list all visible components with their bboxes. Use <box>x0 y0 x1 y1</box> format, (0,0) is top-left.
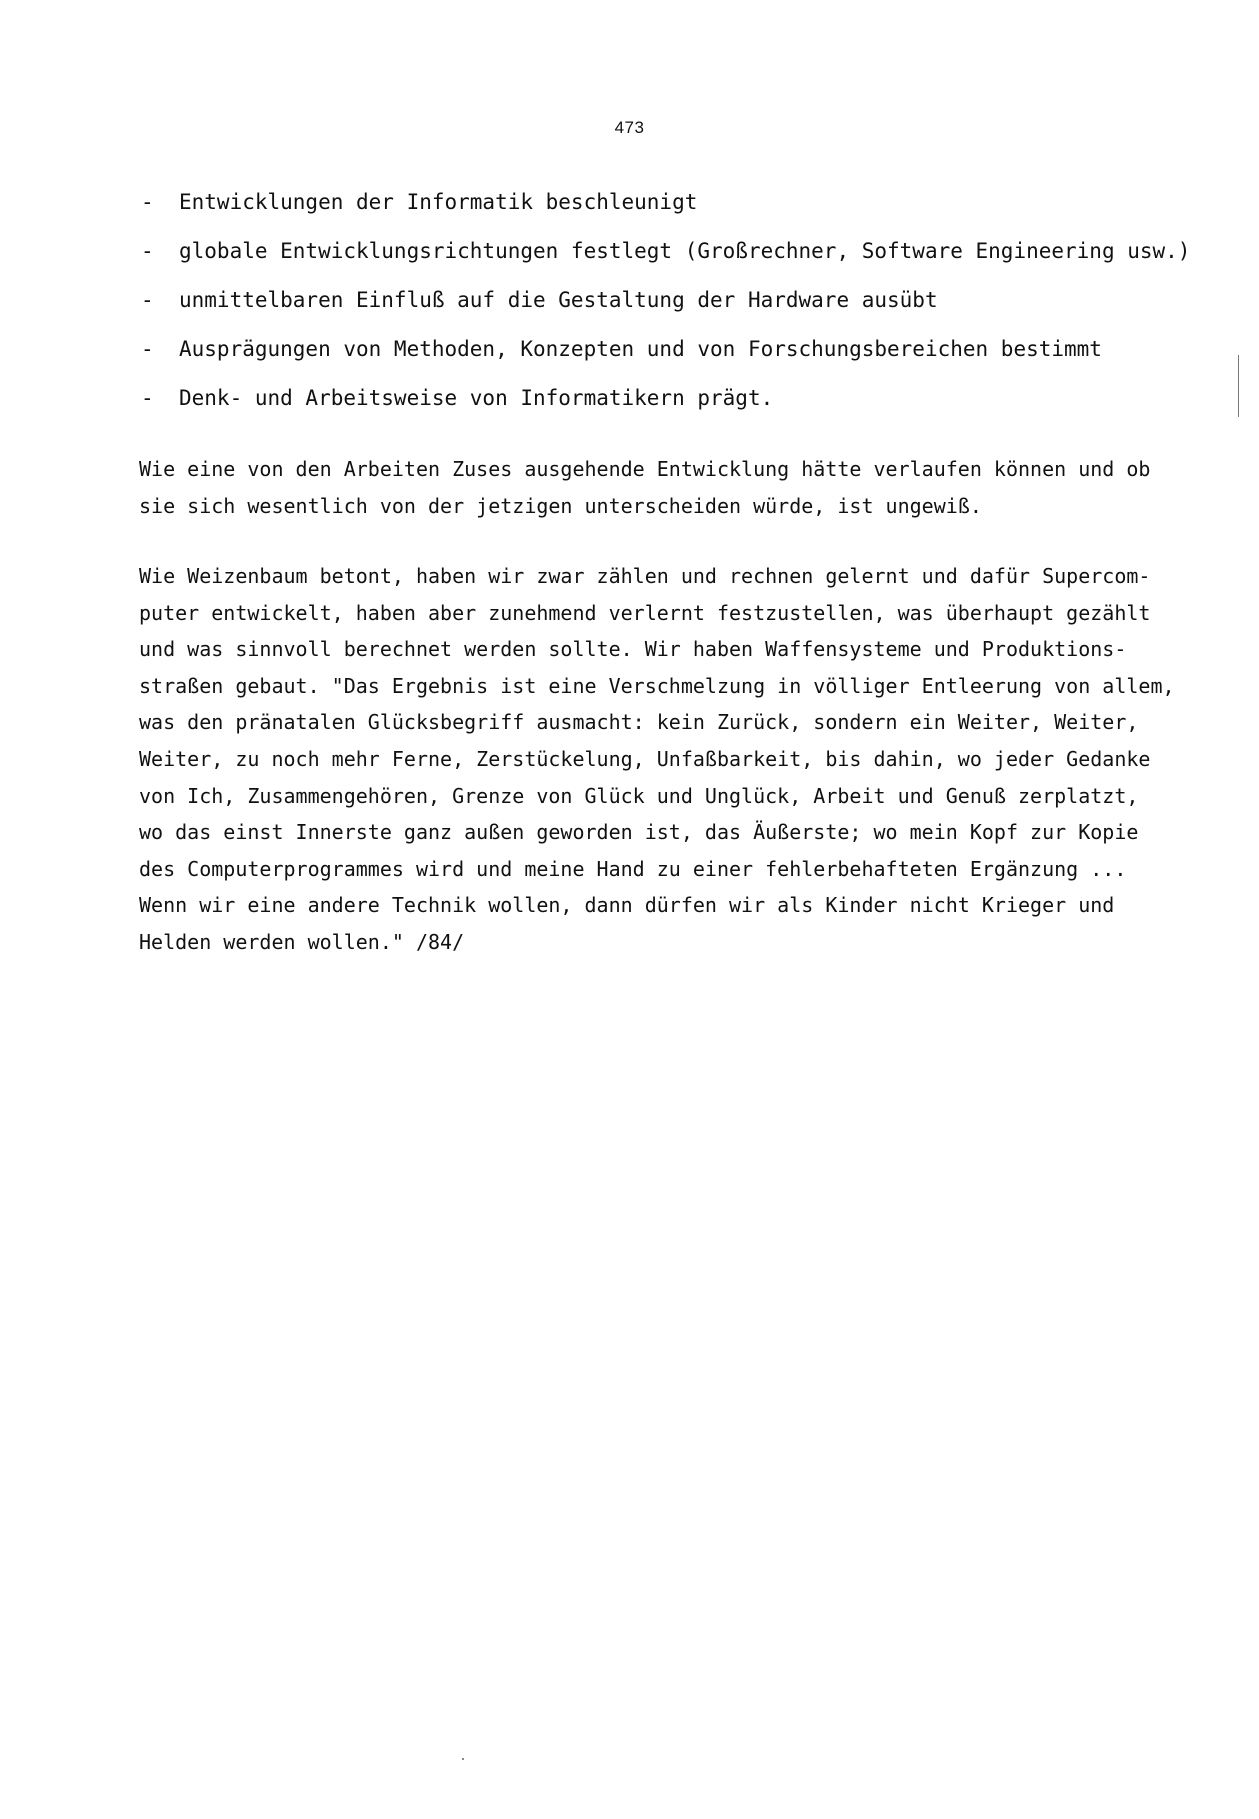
list-item-text: globale Entwicklungsrichtungen festlegt (Großrechner, Software Engineering usw.) <box>179 239 1191 263</box>
list-item <box>141 236 1190 266</box>
list-item <box>141 383 1190 413</box>
list-item <box>141 187 1190 217</box>
paragraph-zuse: Wie eine von den Arbeiten Zuses ausgehende Entwicklung hätte verlaufen können und ob sie sich wesentlich von der jetzigen unterscheiden würde, ist ungewiß. <box>139 457 1151 518</box>
bullet-list <box>141 187 1190 432</box>
bullet-dash: - <box>141 288 154 312</box>
bullet-dash: - <box>141 337 154 361</box>
list-item-text: unmittelbaren Einfluß auf die Gestaltung der Hardware ausübt <box>179 288 938 312</box>
margin-line <box>1238 355 1239 417</box>
list-item <box>141 285 1190 315</box>
list-item-text: Entwicklungen der Informatik beschleunigt <box>179 190 698 214</box>
list-item <box>141 334 1190 364</box>
list-item-text: Ausprägungen von Methoden, Konzepten und von Forschungsbereichen bestimmt <box>179 337 1102 361</box>
bullet-dash: - <box>141 239 154 263</box>
paragraph-weizenbaum-quote: Wie Weizenbaum betont, haben wir zwar zählen und rechnen gelernt und dafür Supercom- puter entwickelt, haben aber zunehmend verlernt festzustellen, was überhaupt gezählt und was sinnvoll berechnet werden sollte. Wir haben Waffensysteme und Produktions- straßen gebaut. "Das Ergebnis ist eine Verschmelzung in völliger Entleerung von allem, was den pränatalen Glücksbegriff ausmacht: kein Zurück, sondern ein Weiter, Weiter, Weiter, zu noch mehr Ferne, Zerstückelung, Unfaßbarkeit, bis dahin, wo jeder Gedanke von Ich, Zusammengehören, Grenze von Glück und Unglück, Arbeit und Genuß zerplatzt, wo das einst Innerste ganz außen geworden ist, das Äußerste; wo mein Kopf zur Kopie des Computerprogrammes wird und meine Hand zu einer fehlerbehafteten Ergänzung ... Wenn wir eine andere Technik wollen, dann dürfen wir als Kinder nicht Krieger und Helden werden wollen." /84/ <box>139 564 1175 954</box>
bullet-dash: - <box>141 386 154 410</box>
bullet-dash: - <box>141 190 154 214</box>
list-item-text: Denk- und Arbeitsweise von Informatikern prägt. <box>179 386 774 410</box>
scan-speck <box>462 1758 464 1760</box>
page-number: 473 <box>614 118 645 137</box>
